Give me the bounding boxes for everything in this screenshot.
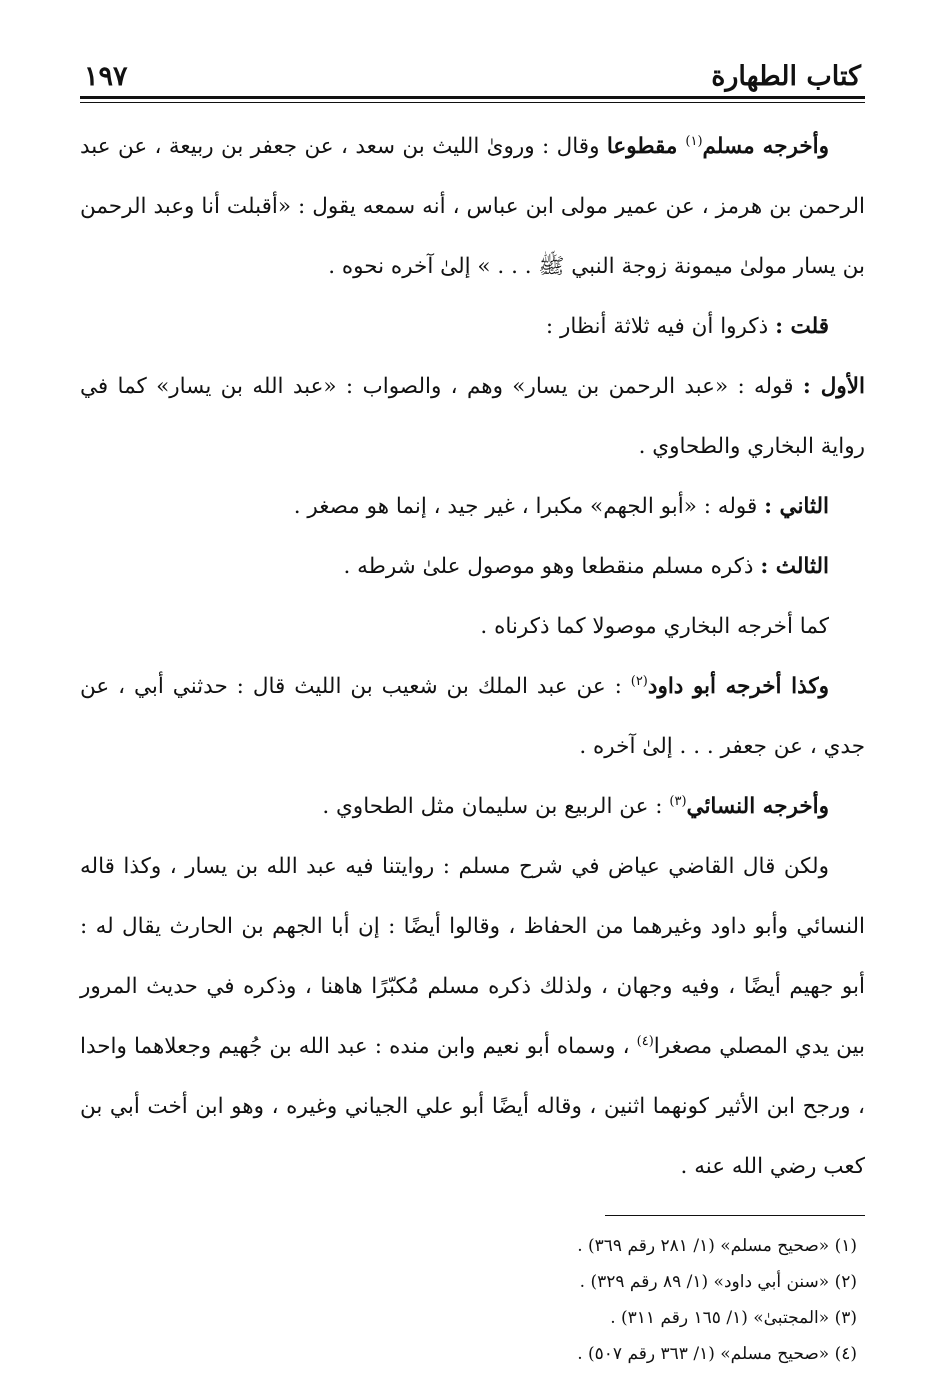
footnote-3: (٣) «المجتبىٰ» (١/ ١٦٥ رقم ٣١١) . [610,1308,857,1328]
paragraph-lead: الأول : [802,374,865,399]
page-number: ١٩٧ [84,61,128,92]
paragraph-text: : عن الربيع بن سليمان مثل الطحاوي . [322,794,670,819]
paragraph-lead: وكذا أخرجه أبو داود [647,674,829,699]
footnotes [80,1228,865,1372]
main-text [80,117,865,1197]
paragraph-lead: الثاني : [764,494,829,519]
header-rule-thin [80,102,865,103]
footnote-ref-4: (٤) [636,1033,654,1049]
paragraph-text: كما أخرجه البخاري موصولا كما ذكرناه . [480,614,829,639]
footnote-1: (١) «صحيح مسلم» (١/ ٢٨١ رقم ٣٦٩) . [577,1236,857,1256]
paragraph-5 [80,537,865,597]
book-page [80,48,865,1372]
running-header [80,48,865,92]
paragraph-text-tail: ، وسماه أبو نعيم وابن منده : عبد الله بن جُهيم وجعلاهما واحدا ، ورجح ابن الأثير كونهما اثنين ، وقاله أيضًا أبو علي الجياني وغيره ، وهو ابن أخت أبي بن كعب رضي الله عنه . [80,1034,865,1179]
paragraph-lead: الثالث : [760,554,829,579]
paragraph-2 [80,297,865,357]
footnote-separator [605,1215,865,1216]
paragraph-lead-tail: مقطوعا [606,134,686,159]
footnote-ref-1: (١) [685,133,703,149]
footnote-ref-2: (٢) [630,673,648,689]
paragraph-7 [80,657,865,777]
paragraph-4 [80,477,865,537]
chapter-title: كتاب الطهارة [711,61,861,92]
header-rule-thick [80,96,865,99]
paragraph-text: ولكن قال القاضي عياض في شرح مسلم : روايتنا فيه عبد الله بن يسار ، وكذا قاله النسائي وأبو داود وغيرهما من الحفاظ ، وقالوا أيضًا : إن أبا الجهم بن الحارث يقال له : أبو جهيم أيضًا ، وفيه وجهان ، ولذلك ذكره مسلم مُكبّرًا هاهنا ، وذكره في حديث المرور بين يدي المصلي مصغرا [80,854,865,1059]
paragraph-lead: قلت : [775,314,829,339]
footnote-ref-3: (٣) [669,793,687,809]
paragraph-6 [80,597,865,657]
paragraph-1 [80,117,865,297]
paragraph-text: قوله : «أبو الجهم» مكبرا ، غير جيد ، إنما هو مصغر . [293,494,765,519]
footnote-2: (٢) «سنن أبي داود» (١/ ٨٩ رقم ٣٢٩) . [579,1272,857,1292]
paragraph-8 [80,777,865,837]
paragraph-text: قوله : «عبد الرحمن بن يسار» وهم ، والصواب : «عبد الله بن يسار» كما في رواية البخاري والطحاوي . [80,374,865,459]
paragraph-lead: وأخرجه مسلم [702,134,829,159]
paragraph-text: : عن عبد الملك بن شعيب بن الليث قال : حدثني أبي ، عن جدي ، عن جعفر . . . إلىٰ آخره . [80,674,865,759]
paragraph-lead: وأخرجه النسائي [686,794,829,819]
paragraph-9 [80,837,865,1197]
paragraph-text: ذكره مسلم منقطعا وهو موصول علىٰ شرطه . [343,554,761,579]
footnote-4: (٤) «صحيح مسلم» (١/ ٣٦٣ رقم ٥٠٧) . [577,1344,857,1364]
paragraph-text: ذكروا أن فيه ثلاثة أنظار : [545,314,776,339]
paragraph-text: وقال : وروىٰ الليث بن سعد ، عن جعفر بن ربيعة ، عن عبد الرحمن بن هرمز ، عن عمير مولى ابن عباس ، أنه سمعه يقول : «أقبلت أنا وعبد الرحمن بن يسار مولىٰ ميمونة زوجة النبي ﷺ . . . » إلىٰ آخره نحوه . [80,134,865,279]
paragraph-3 [80,357,865,477]
